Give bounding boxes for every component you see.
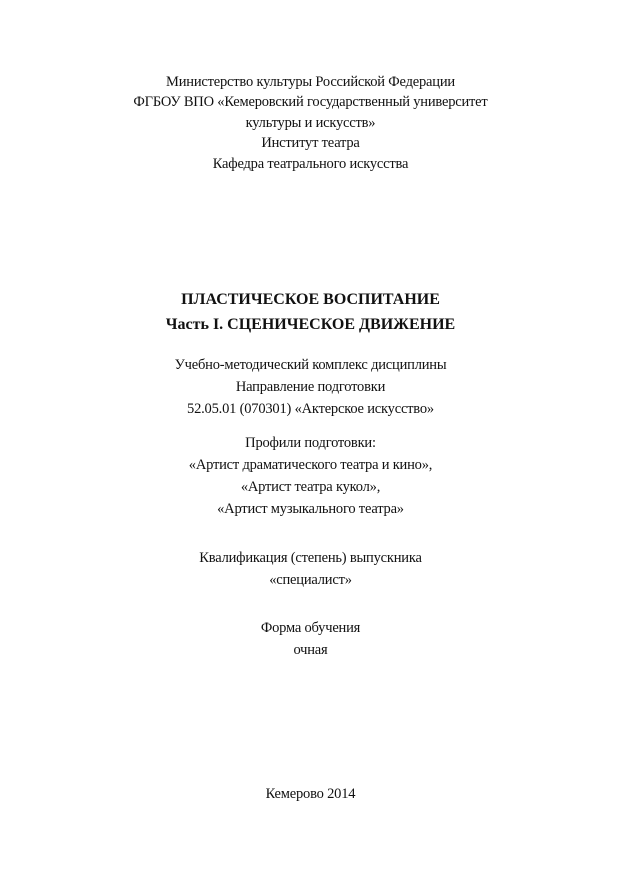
profile-item: «Артист театра кукол», [240, 479, 381, 495]
training-direction-value: 52.05.01 (070301) «Актерское искусство» [187, 401, 434, 417]
document-title: ПЛАСТИЧЕСКОЕ ВОСПИТАНИЕ [181, 291, 440, 308]
qualification-value: «специалист» [269, 572, 352, 588]
profiles-heading: Профили подготовки: [245, 435, 376, 451]
profile-item: «Артист музыкального театра» [217, 501, 404, 517]
ministry-line: Министерство культуры Российской Федерации [166, 74, 455, 90]
discipline-complex-line: Учебно-методический комплекс дисциплины [174, 357, 447, 373]
university-line: ФГБОУ ВПО «Кемеровский государственный университет [133, 94, 488, 110]
institute-line: Институт театра [261, 135, 360, 151]
document-subtitle: Часть I. СЦЕНИЧЕСКОЕ ДВИЖЕНИЕ [165, 316, 456, 333]
training-direction-label: Направление подготовки [235, 379, 386, 395]
city-year: Кемерово 2014 [265, 786, 356, 802]
study-form-value: очная [293, 642, 328, 658]
profile-item: «Артист драматического театра и кино», [188, 457, 433, 473]
university-line-continued: культуры и искусств» [245, 115, 376, 131]
qualification-label: Квалификация (степень) выпускника [199, 550, 422, 566]
department-line: Кафедра театрального искусства [212, 156, 409, 172]
study-form-label: Форма обучения [260, 620, 361, 636]
